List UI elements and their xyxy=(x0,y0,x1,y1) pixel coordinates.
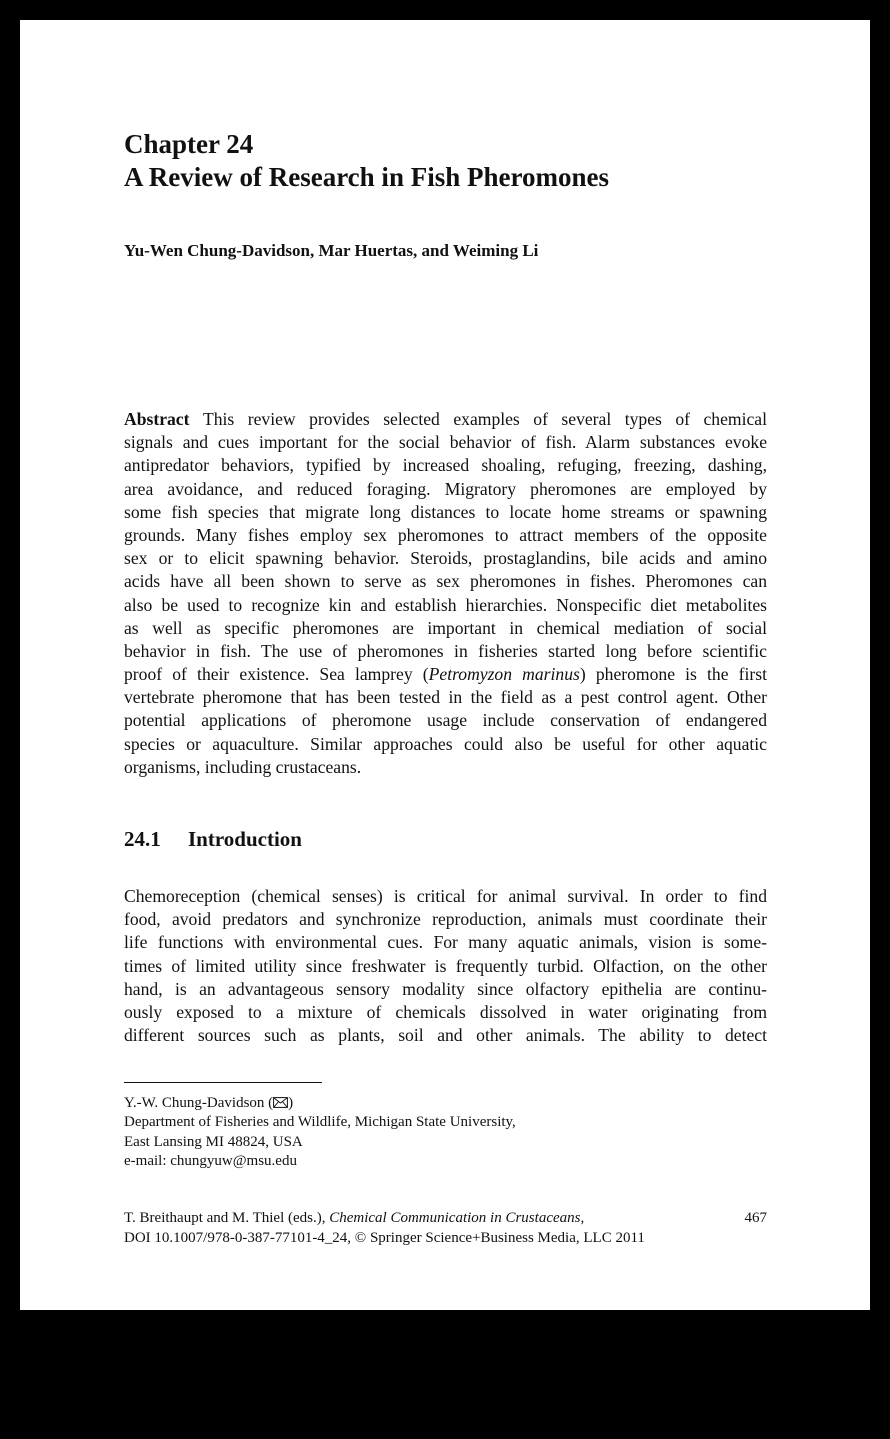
footnote-address: East Lansing MI 48824, USA xyxy=(124,1133,303,1150)
intro-line: food, avoid predators and synchronize reproduction, animals must coordinate their xyxy=(124,909,767,930)
footnote-author: Y.-W. Chung-Davidson ( ) xyxy=(124,1095,294,1111)
abstract-line: as well as specific pheromones are important in chemical mediation of social xyxy=(124,617,767,638)
page-number: 467 xyxy=(744,1210,767,1226)
page-footer xyxy=(124,1209,767,1248)
book-title: Chemical Communication in Crustaceans xyxy=(329,1210,581,1226)
intro-paragraph xyxy=(124,885,767,1047)
abstract-line: also be used to recognize kin and establish hierarchies. Nonspecific diet metabolites xyxy=(124,594,767,615)
abstract-line: some fish species that migrate long distances to locate home streams or spawning xyxy=(124,501,767,522)
intro-line: Chemoreception (chemical senses) is critical for animal survival. In order to find xyxy=(124,886,767,906)
section-number: 24.1 xyxy=(124,827,161,851)
abstract-line: sex or to elicit spawning behavior. Steroids, prostaglandins, bile acids and amino xyxy=(124,548,767,569)
authors: Yu-Wen Chung-Davidson, Mar Huertas, and Weiming Li xyxy=(124,241,539,260)
abstract-line: behavior in fish. The use of pheromones in fisheries started long before scientific xyxy=(124,640,767,661)
intro-line: different sources such as plants, soil and other animals. The ability to detect xyxy=(124,1025,767,1046)
page xyxy=(20,20,870,1310)
abstract-line: vertebrate pheromone that has been tested in the field as a pest control agent. Other xyxy=(124,687,767,708)
abstract-line: Abstract This review provides selected examples of several types of chemical xyxy=(124,409,767,429)
footer-doi: DOI 10.1007/978-0-387-77101-4_24, © Springer Science+Business Media, LLC 2011 xyxy=(124,1229,645,1246)
footnote-affiliation: Department of Fisheries and Wildlife, Michigan State University, xyxy=(124,1114,516,1131)
abstract-line: area avoidance, and reduced foraging. Migratory pheromones are employed by xyxy=(124,478,767,499)
intro-line: ously exposed to a mixture of chemicals dissolved in water originating from xyxy=(124,1001,767,1022)
abstract-line: potential applications of pheromone usage include conservation of endangered xyxy=(124,710,767,731)
footer-citation: T. Breithaupt and M. Thiel (eds.), Chemical Communication in Crustaceans, xyxy=(124,1210,585,1226)
intro-line: times of limited utility since freshwater is frequently turbid. Olfaction, on the other xyxy=(124,955,767,976)
abstract-line: organisms, including crustaceans. xyxy=(124,756,362,777)
footnote-email: e-mail: chungyuw@msu.edu xyxy=(124,1152,297,1169)
abstract-line: acids have all been shown to serve as sex pheromones in fishes. Pheromones can xyxy=(124,571,767,592)
intro-line: life functions with environmental cues. For many aquatic animals, vision is some- xyxy=(124,932,767,953)
species-name: Petromyzon marinus xyxy=(428,664,580,685)
footnote-rule xyxy=(124,1082,322,1083)
chapter-title: A Review of Research in Fish Pheromones xyxy=(124,162,609,192)
abstract-line: antipredator behaviors, typified by increased shoaling, refuging, freezing, dashing, xyxy=(124,455,767,476)
abstract-line: species or aquaculture. Similar approaches could also be useful for other aquatic xyxy=(124,733,767,754)
abstract-line: proof of their existence. Sea lamprey (Petromyzon marinus) pheromone is the first xyxy=(124,664,768,685)
abstract-line: signals and cues important for the social behavior of fish. Alarm substances evoke xyxy=(124,432,767,453)
chapter-label: Chapter 24 xyxy=(124,129,254,159)
abstract-label: Abstract xyxy=(124,409,190,429)
section-title: Introduction xyxy=(188,827,302,851)
section-heading xyxy=(124,826,767,852)
abstract xyxy=(124,408,767,779)
abstract-line: grounds. Many fishes employ sex pheromones to attract members of the opposite xyxy=(124,524,767,545)
envelope-icon xyxy=(273,1097,288,1108)
footnote xyxy=(124,1094,767,1171)
intro-line: hand, is an advantageous sensory modality since olfactory epithelia are continu- xyxy=(124,978,767,999)
